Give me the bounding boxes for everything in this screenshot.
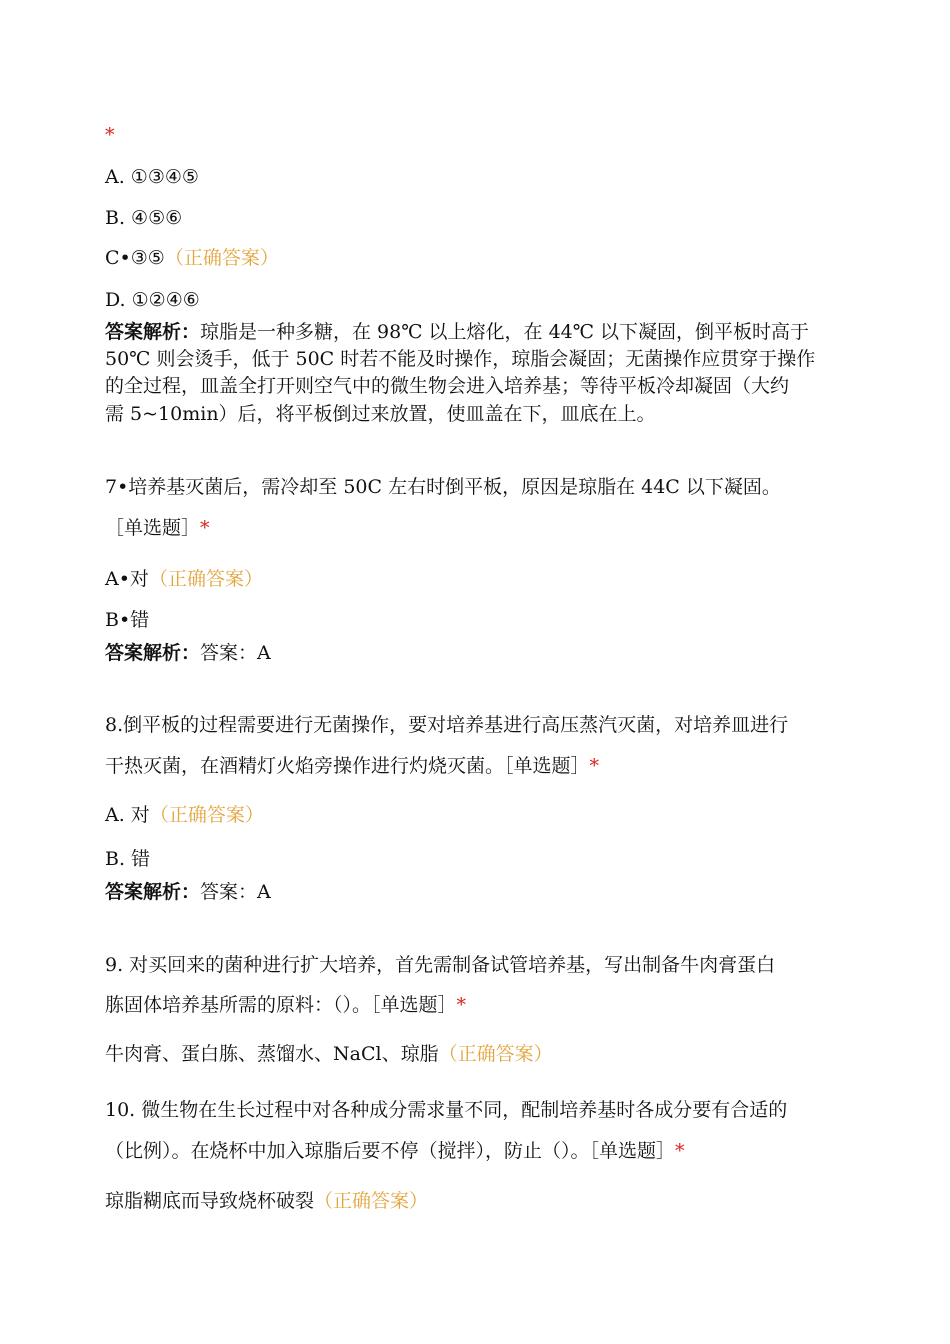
- q8-analysis: [105, 879, 271, 905]
- q6-analysis-line-1: [105, 319, 809, 345]
- question-text: （比例）。在烧杯中加入琼脂后要不停（搅拌），防止（）。［单选题］: [105, 1140, 676, 1162]
- answer-text: 琼脂糊底而导致烧杯破裂: [105, 1190, 315, 1212]
- q7-option-b: B•错: [105, 609, 150, 631]
- required-mark: *: [200, 517, 210, 539]
- required-mark: *: [675, 1140, 685, 1162]
- q8-option-a: [105, 802, 264, 828]
- option-text: A•对: [105, 568, 149, 590]
- required-mark: *: [105, 124, 115, 146]
- correct-answer-tag: （正确答案）: [149, 804, 264, 826]
- correct-answer-tag: （正确答案）: [148, 568, 263, 590]
- q10-question-line-2: [105, 1138, 685, 1164]
- question-type: ［单选题］: [105, 517, 201, 539]
- q10-answer: [105, 1188, 428, 1214]
- q8-question-line-1: 8.倒平板的过程需要进行无菌操作，要对培养基进行高压蒸汽灭菌，对培养皿进行: [105, 714, 789, 736]
- q8-option-b: B. 错: [105, 848, 151, 870]
- q6-option-d: D. ①②④⑥: [105, 289, 200, 311]
- option-text: C•③⑤: [105, 247, 165, 269]
- correct-answer-tag: （正确答案）: [438, 1043, 553, 1065]
- answer-text: 牛肉膏、蛋白胨、蒸馏水、NaCl、琼脂: [105, 1043, 439, 1065]
- required-mark: *: [589, 755, 600, 777]
- correct-answer-tag: （正确答案）: [164, 247, 279, 269]
- question-text: 干热灭菌，在酒精灯火焰旁操作进行灼烧灭菌。［单选题］: [105, 755, 590, 777]
- q9-question-line-1: 9. 对买回来的菌种进行扩大培养，首先需制备试管培养基，写出制备牛肉膏蛋白: [105, 954, 776, 976]
- q9-question-line-2: [105, 992, 466, 1018]
- analysis-text: 答案：A: [200, 642, 271, 664]
- q6-option-a: A. ①③④⑤: [105, 166, 199, 188]
- q7-question-line-2: [105, 515, 210, 541]
- analysis-label: 答案解析：: [105, 321, 201, 343]
- question-text: 胨固体培养基所需的原料：（）。［单选题］: [105, 994, 457, 1016]
- q6-option-c: [105, 245, 279, 271]
- q8-question-line-2: [105, 753, 599, 779]
- q9-answer: [105, 1041, 553, 1067]
- required-mark: *: [456, 994, 467, 1016]
- q7-option-a: [105, 566, 263, 592]
- analysis-text: 琼脂是一种多糖，在 98℃ 以上熔化，在 44℃ 以下凝固，倒平板时高于: [200, 321, 810, 343]
- q7-analysis: [105, 640, 271, 666]
- q6-option-b: B. ④⑤⑥: [105, 207, 183, 229]
- analysis-label: 答案解析：: [105, 642, 201, 664]
- analysis-text: 答案：A: [200, 881, 271, 903]
- q6-analysis-line-2: 50℃ 则会烫手，低于 50C 时若不能及时操作，琼脂会凝固；无菌操作应贯穿于操作: [105, 348, 816, 370]
- q6-analysis-line-4: 需 5~10min）后，将平板倒过来放置，使皿盖在下，皿底在上。: [105, 403, 656, 425]
- analysis-label: 答案解析：: [105, 881, 201, 903]
- correct-answer-tag: （正确答案）: [314, 1190, 429, 1212]
- option-text: A. 对: [105, 804, 150, 826]
- q7-question-line-1: 7•培养基灭菌后，需冷却至 50C 左右时倒平板，原因是琼脂在 44C 以下凝固。: [105, 476, 781, 498]
- q6-analysis-line-3: 的全过程，皿盖全打开则空气中的微生物会进入培养基；等待平板冷却凝固（大约: [105, 375, 790, 397]
- q10-question-line-1: 10. 微生物在生长过程中对各种成分需求量不同，配制培养基时各成分要有合适的: [105, 1099, 788, 1121]
